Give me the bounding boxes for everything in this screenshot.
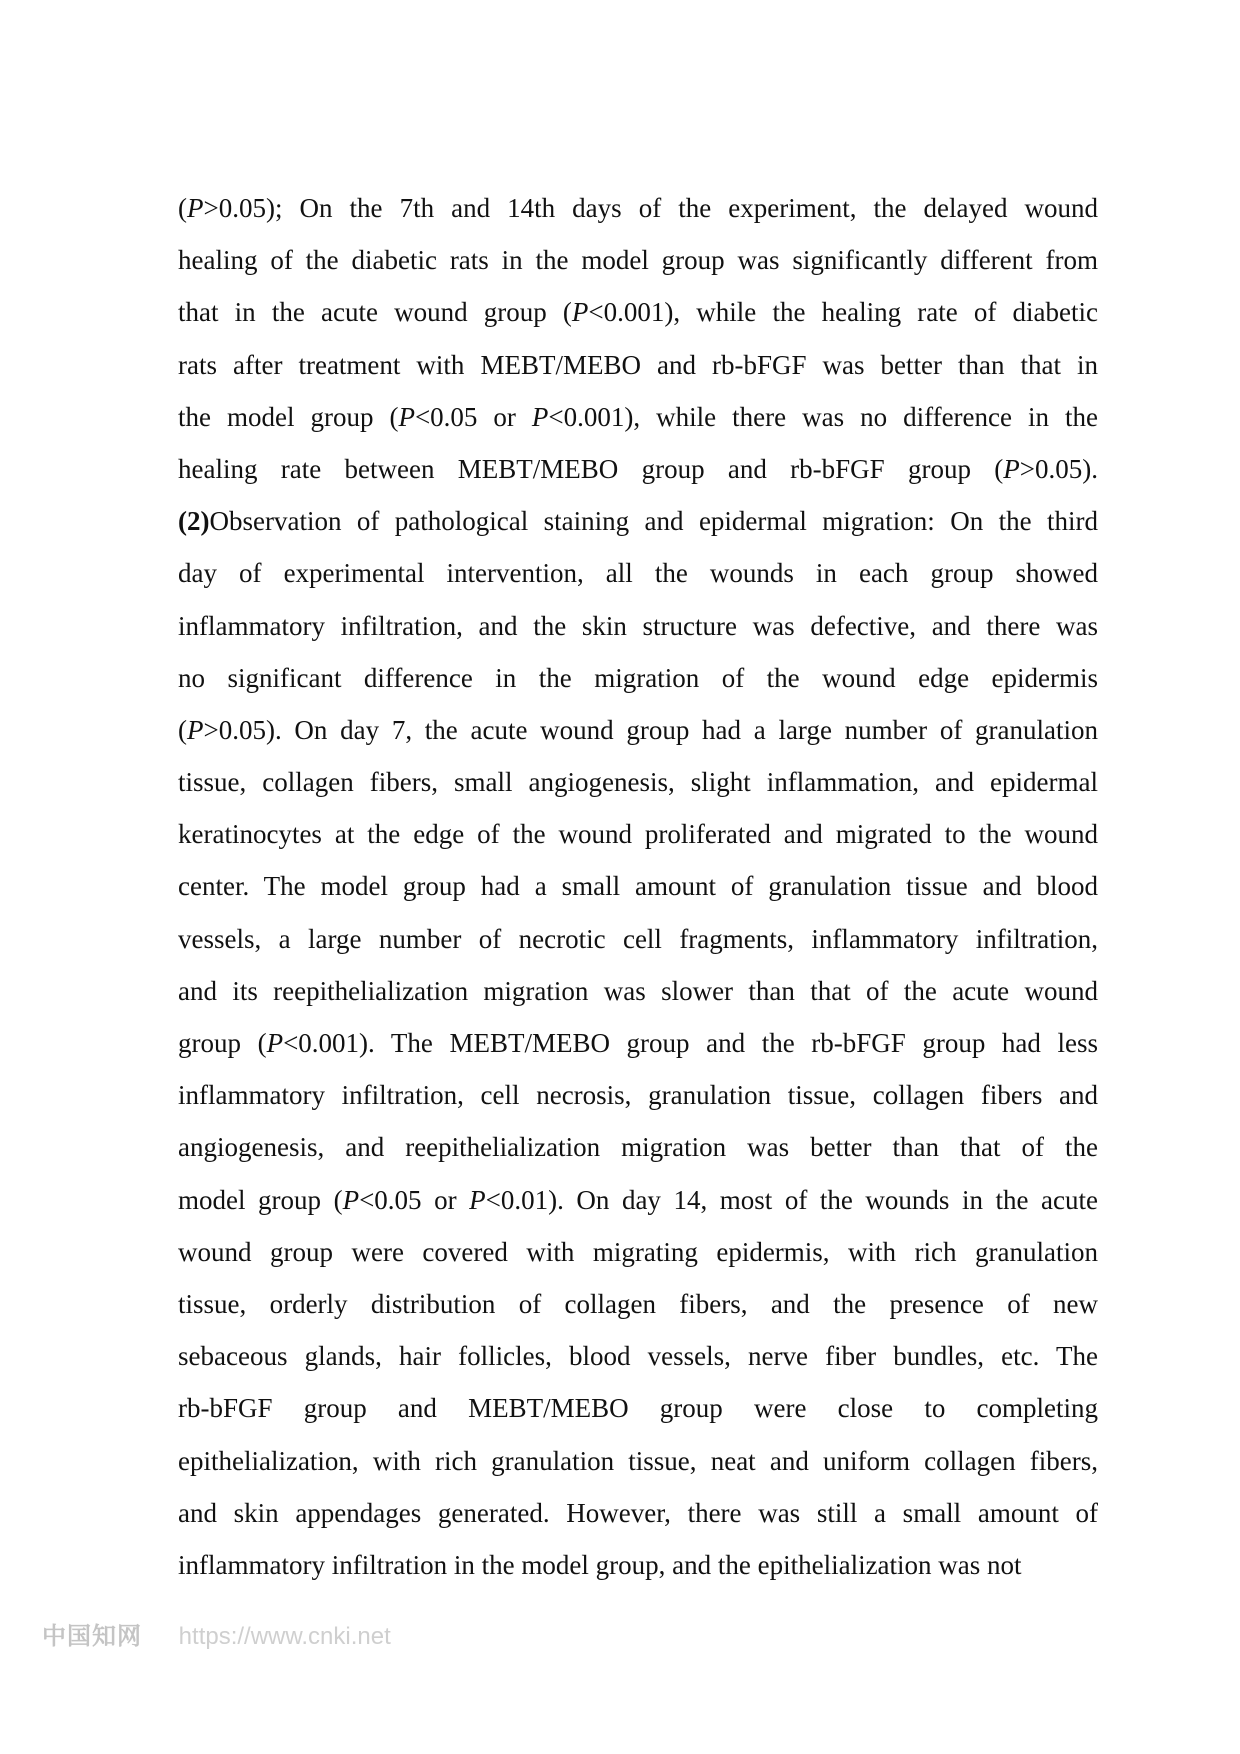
- text-line: [178, 808, 1098, 860]
- text-line: [178, 1121, 1098, 1173]
- text-segment: healing of the diabetic rats in the model group was significantly different from: [178, 245, 1098, 276]
- text-segment: wound group were covered with migrating epidermis, with rich granulation: [178, 1236, 1098, 1267]
- p-value-symbol: P: [342, 1184, 360, 1215]
- text-line: [178, 652, 1098, 704]
- text-segment: rats after treatment with MEBT/MEBO and rb-bFGF was better than that in: [178, 349, 1098, 380]
- text-segment: tissue, orderly distribution of collagen fibers, and the presence of new: [178, 1288, 1098, 1319]
- text-segment: vessels, a large number of necrotic cell fragments, inflammatory infiltration,: [178, 923, 1098, 954]
- text-segment: group (: [178, 1028, 267, 1058]
- text-line: [178, 1069, 1098, 1121]
- p-value-symbol: P: [469, 1184, 486, 1215]
- text-segment: no significant difference in the migration of the wound edge epidermis: [178, 662, 1098, 693]
- text-segment: (: [178, 714, 187, 745]
- text-segment: model group (: [178, 1184, 343, 1215]
- text-line: [178, 965, 1098, 1017]
- text-line: [178, 339, 1098, 391]
- text-segment: >0.05); On the 7th and 14th days of the experiment, the delayed wound: [203, 193, 1098, 223]
- cnki-logo-watermark: 中国知网: [42, 1623, 142, 1650]
- p-value-symbol: P: [1003, 453, 1020, 484]
- text-segment: angiogenesis, and reepithelialization migration was better than that of the: [178, 1132, 1098, 1163]
- text-segment: <0.05 or: [359, 1184, 470, 1215]
- text-line: [178, 1174, 1098, 1226]
- text-segment: (: [178, 193, 187, 223]
- text-line: [178, 1539, 1098, 1591]
- text-line: [178, 913, 1098, 965]
- text-line: [178, 286, 1098, 338]
- text-segment: <0.001), while there was no difference in the: [548, 401, 1098, 432]
- p-value-symbol: P: [187, 193, 204, 223]
- text-line: [178, 234, 1098, 286]
- text-segment: keratinocytes at the edge of the wound proliferated and migrated to the wound: [178, 819, 1098, 850]
- text-line: [178, 1017, 1098, 1069]
- text-segment: epithelialization, with rich granulation tissue, neat and uniform collagen fibers,: [178, 1445, 1098, 1476]
- text-segment: >0.05).: [1019, 453, 1098, 484]
- text-segment: healing rate between MEBT/MEBO group and rb-bFGF group (: [178, 453, 1004, 484]
- text-line: [178, 756, 1098, 808]
- p-value-symbol: P: [187, 714, 204, 745]
- text-line: [178, 1226, 1098, 1278]
- text-segment: <0.01). On day 14, most of the wounds in the acute: [485, 1184, 1098, 1215]
- text-segment: rb-bFGF group and MEBT/MEBO group were close to completing: [178, 1393, 1098, 1424]
- p-value-symbol: P: [398, 401, 415, 432]
- text-line: [178, 1330, 1098, 1382]
- text-line: [178, 391, 1098, 443]
- text-segment: center. The model group had a small amount of granulation tissue and blood: [178, 871, 1098, 902]
- text-segment: the model group (: [178, 401, 399, 432]
- text-segment: inflammatory infiltration, cell necrosis, granulation tissue, collagen fibers and: [178, 1080, 1098, 1111]
- text-segment: <0.001). The MEBT/MEBO group and the rb-bFGF group had less: [283, 1028, 1099, 1058]
- text-line: [178, 443, 1098, 495]
- text-line: [178, 1435, 1098, 1487]
- text-segment: tissue, collagen fibers, small angiogenesis, slight inflammation, and epidermal: [178, 767, 1098, 798]
- text-segment: >0.05). On day 7, the acute wound group had a large number of granulation: [203, 714, 1098, 745]
- text-line: [178, 547, 1098, 599]
- text-segment: day of experimental intervention, all the wounds in each group showed: [178, 558, 1098, 589]
- text-line: [178, 1487, 1098, 1539]
- footer-url-link[interactable]: https://www.cnki.net: [178, 1623, 391, 1650]
- text-segment: inflammatory infiltration, and the skin structure was defective, and there was: [178, 610, 1098, 641]
- text-segment: and its reepithelialization migration was slower than that of the acute wound: [178, 975, 1098, 1006]
- text-line: [178, 600, 1098, 652]
- text-line: [178, 1278, 1098, 1330]
- text-line: [178, 704, 1098, 756]
- text-line: [178, 860, 1098, 912]
- text-segment: Observation of pathological staining and epidermal migration: On the third: [209, 506, 1098, 537]
- document-body: [178, 182, 1098, 1591]
- text-segment: <0.05 or: [414, 401, 532, 432]
- text-segment: <0.001), while the healing rate of diabetic: [588, 297, 1098, 328]
- p-value-symbol: P: [531, 401, 549, 432]
- p-value-symbol: P: [266, 1028, 284, 1058]
- text-line: [178, 1382, 1098, 1434]
- text-line: [178, 495, 1098, 547]
- page-footer: [42, 1620, 391, 1654]
- section-number: (2): [178, 506, 210, 537]
- text-segment: and skin appendages generated. However, there was still a small amount of: [178, 1497, 1098, 1528]
- p-value-symbol: P: [571, 297, 589, 328]
- text-line: [178, 182, 1098, 234]
- text-segment: sebaceous glands, hair follicles, blood vessels, nerve fiber bundles, etc. The: [178, 1341, 1098, 1372]
- text-segment: that in the acute wound group (: [178, 297, 572, 328]
- text-segment: inflammatory infiltration in the model group, and the epithelialization was not: [178, 1549, 1022, 1580]
